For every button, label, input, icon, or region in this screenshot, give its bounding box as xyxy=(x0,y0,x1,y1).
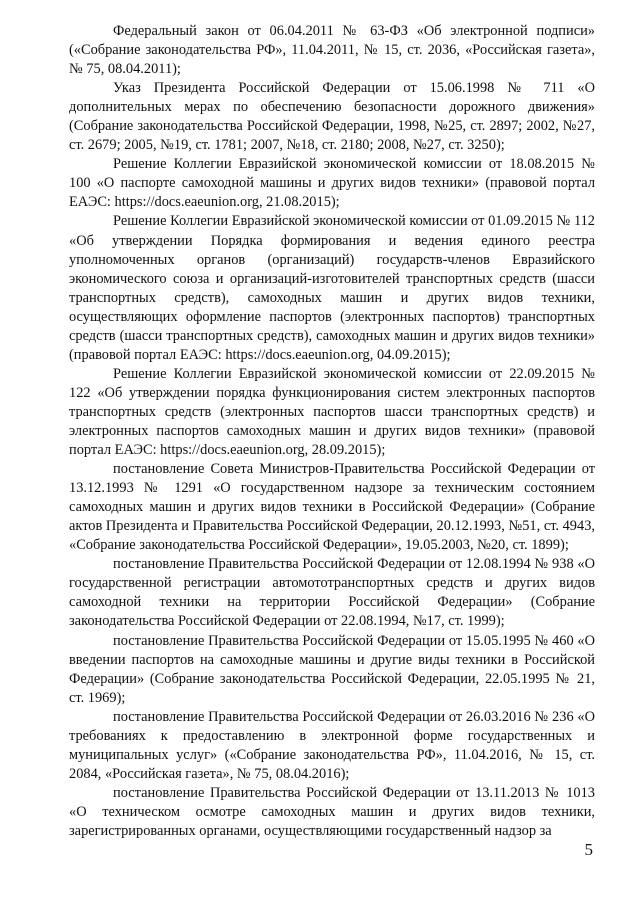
paragraph-eec-decision-112: Решение Коллегии Евразийской экономической комиссии от 01.09.2015 № 112 «Об утверждении Порядка формирования и ведения единого реестра уполномоченных органов (организаций) государств-членов Евразийского экономического союза и организаций-изготовителей транспортных средств (шасси транспортных средств), самоходных машин и других видов техники, осуществляющих оформление паспортов (электронных паспортов) транспортных средств (шасси транспортных средств), самоходных машин и других видов техники» (правовой портал ЕАЭС: https://docs.eaeunion.org, 04.09.2015); xyxy=(69,213,595,363)
paragraph-eec-decision-122: Решение Коллегии Евразийской экономической комиссии от 22.09.2015 № 122 «Об утверждении порядка функционирования систем электронных паспортов транспортных средств (электронных паспортов шасси транспортных средств) и электронных паспортов самоходных машин и других видов техники» (правовой портал ЕАЭС: https://docs.eaeunion.org, 28.09.2015); xyxy=(69,365,595,459)
paragraph-eec-decision-100: Решение Коллегии Евразийской экономической комиссии от 18.08.2015 № 100 «О паспорте самоходной машины и других видов техники» (правовой портал ЕАЭС: https://docs.eaeunion.org, 21.08.2015); xyxy=(69,156,595,211)
page-number: 5 xyxy=(584,840,593,859)
paragraph-resolution-1013: постановление Правительства Российской Федерации от 13.11.2013 № 1013 «О техническом осмотре самоходных машин и других видов техники, зарегистрированных органами, осуществляющими государственный надзор за xyxy=(69,784,595,839)
paragraph-resolution-460: постановление Правительства Российской Федерации от 15.05.1995 № 460 «О введении паспортов на самоходные машины и другие виды техники в Российской Федерации» (Собрание законодательства Российской Федерации, 22.05.1995 № 21, ст. 1969); xyxy=(69,632,595,706)
document-body xyxy=(69,22,595,841)
paragraph-resolution-1291: постановление Совета Министров-Правительства Российской Федерации от 13.12.1993 № 1291 «О государственном надзоре за техническим состоянием самоходных машин и других видов техники в Российской Федерации» (Собрание актов Президента и Правительства Российской Федерации, 20.12.1993, №51, ст. 4943, «Собрание законодательства Российской Федерации», 19.05.2003, №20, ст. 1899); xyxy=(69,461,595,554)
paragraph-presidential-decree-711: Указ Президента Российской Федерации от 15.06.1998 № 711 «О дополнительных мерах по обеспечению безопасности дорожного движения» (Собрание законодательства Российской Федерации, 1998, №25, ст. 2897; 2002, №27, ст. 2679; 2005, №19, ст. 1781; 2007, №18, ст. 2180; 2008, №27, ст. 3250); xyxy=(69,80,595,154)
paragraph-resolution-236: постановление Правительства Российской Федерации от 26.03.2016 № 236 «О требованиях к предоставлению в электронной форме государственных и муниципальных услуг» («Собрание законодательства РФ», 11.04.2016, № 15, ст. 2084, «Российская газета», № 75, 08.04.2016); xyxy=(69,708,595,782)
paragraph-federal-law-63fz: Федеральный закон от 06.04.2011 № 63-ФЗ «Об электронной подписи» («Собрание законодательства РФ», 11.04.2011, № 15, ст. 2036, «Российская газета», № 75, 08.04.2011); xyxy=(69,23,595,78)
paragraph-resolution-938: постановление Правительства Российской Федерации от 12.08.1994 № 938 «О государственной регистрации автомототранспортных средств и других видов самоходной техники на территории Российской Федерации» (Собрание законодательства Российской Федерации от 22.08.1994, №17, ст. 1999); xyxy=(69,556,595,630)
